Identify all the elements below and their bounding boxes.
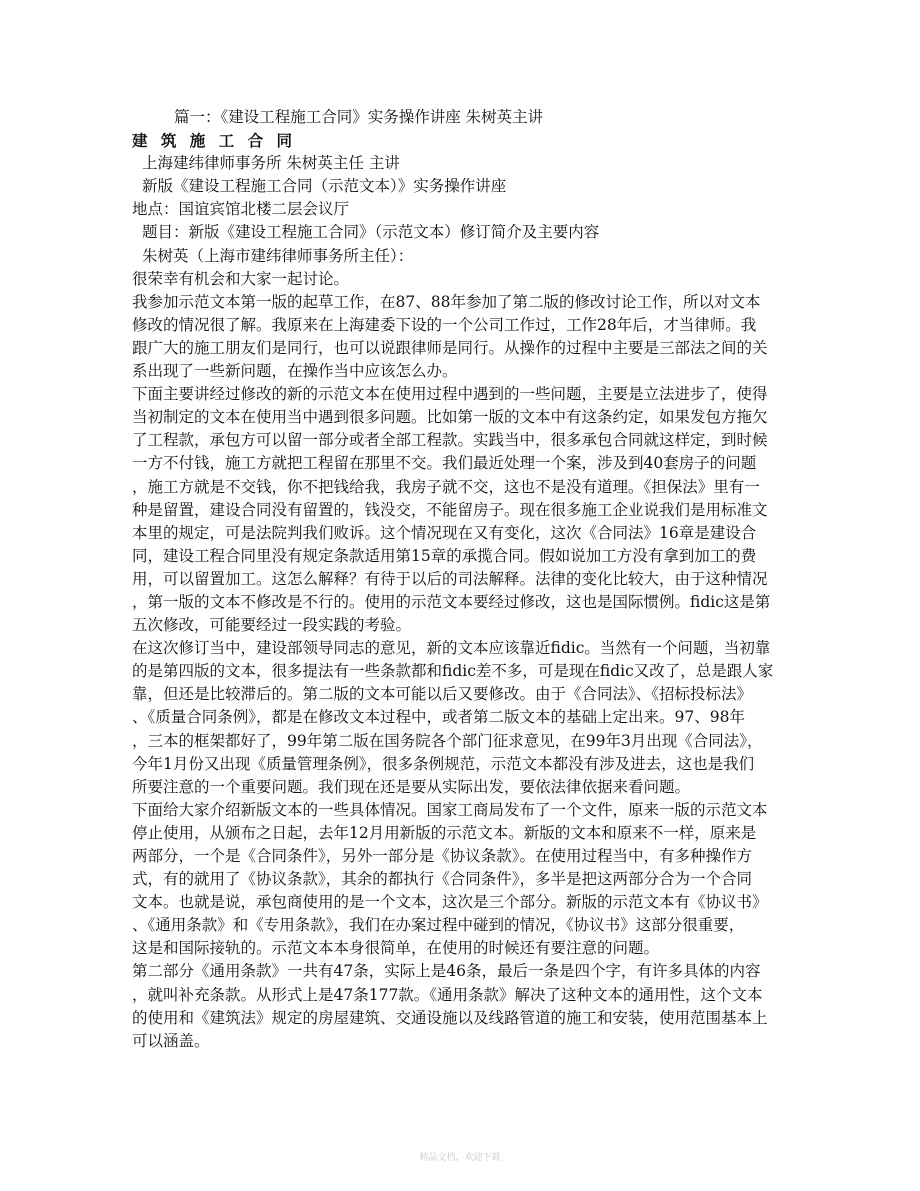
paragraph-line: 两部分，一个是《合同条件》，另外一部分是《协议条款》。在使用过程当中，有多种操作方 bbox=[132, 847, 753, 865]
paragraphs bbox=[132, 291, 796, 1053]
paragraph-line: 的使用和《建筑法》规定的房屋建筑、交通设施以及线路管道的施工和安装，使用范围基本上 bbox=[132, 1008, 768, 1027]
paragraph-line: 五次修改，可能要经过一段实践的考验。 bbox=[132, 616, 412, 635]
paragraph-line: 了工程款，承包方可以留一部分或者全部工程款。实践当中，很多承包合同就这样定，到时候 bbox=[132, 431, 768, 450]
paragraph-line: 在这次修订当中，建设部领导同志的意见，新的文本应该靠近fidic。当然有一个问题，当初靠 bbox=[132, 639, 771, 658]
paragraph-line: ，三本的框架都好了，99年第二版在国务院各个部门征求意见，在99年3月出现《合同法》， bbox=[132, 731, 763, 750]
paragraph-line: ，就叫补充条款。从形式上是47条177款。《通用条款》解决了这种文本的通用性，这个文本 bbox=[132, 985, 763, 1004]
speaker-intro-line: 朱树英（上海市建纬律师事务所主任）： bbox=[142, 246, 414, 265]
paragraph-line: 当初制定的文本在使用当中遇到很多问题。比如第一版的文本中有这条约定，如果发包方拖欠 bbox=[132, 408, 768, 427]
paragraph-line: 今年1月份又出现《质量管理条例》，很多条例规范，示范文本都没有涉及进去，这也是我们 bbox=[132, 754, 755, 773]
document-title: 篇一：《建设工程施工合同》实务操作讲座 朱树英主讲 bbox=[174, 108, 544, 126]
paragraph-line: 一方不付钱，施工方就把工程留在那里不交。我们最近处理一个案，涉及到40套房子的问题 bbox=[132, 454, 757, 473]
paragraph-line: 这是和国际接轨的。示范文本本身很简单，在使用的时候还有要注意的问题。 bbox=[132, 939, 660, 958]
location-line: 地点：国谊宾馆北楼二层会议厅 bbox=[132, 200, 350, 219]
paragraph-line: 同，建设工程合同里没有规定条款适用第15章的承揽合同。假如说加工方没有拿到加工的费 bbox=[132, 546, 757, 565]
paragraph-line: 的是第四版的文本，很多提法有一些条款都和fidic差不多，可是现在fidic又改了，总是跟人家 bbox=[132, 662, 774, 681]
paragraph-line: ，第一版的文本不修改是不行的。使用的示范文本要经过修改，这也是国际惯例。fidic这是第 bbox=[132, 592, 771, 611]
paragraph-line: 停止使用，从颁布之日起，去年12月用新版的示范文本。新版的文本和原来不一样，原来是 bbox=[132, 823, 757, 842]
contract-heading: 建 筑 施 工 合 同 bbox=[132, 131, 296, 151]
paragraph-line: 用，可以留置加工。这怎么解释？有待于以后的司法解释。法律的变化比较大，由于这种情况 bbox=[132, 569, 768, 588]
paragraph-line: 跟广大的施工朋友们是同行，也可以说跟律师是同行。从操作的过程中主要是三部法之间的关 bbox=[132, 338, 768, 357]
lecture-title-line: 新版《建设工程施工合同（示范文本）》实务操作讲座 bbox=[142, 177, 507, 196]
paragraph-line: ，施工方就是不交钱，你不把钱给我，我房子就不交，这也不是没有道理。《担保法》里有一 bbox=[132, 477, 760, 496]
speaker-line: 上海建纬律师事务所 朱树英主任 主讲 bbox=[142, 154, 400, 173]
paragraph-line: 种是留置，建设合同没有留置的，钱没交，不能留房子。现在很多施工企业说我们是用标准文 bbox=[132, 500, 768, 519]
greeting-line: 很荣幸有机会和大家一起讨论。 bbox=[132, 269, 350, 288]
paragraph-line: 、《通用条款》和《专用条款》，我们在办案过程中碰到的情况，《协议书》这部分很重要， bbox=[132, 916, 745, 935]
paragraph-line: 式，有的就用了《协议条款》，其余的都执行《合同条件》，多半是把这两部分合为一个合同 bbox=[132, 870, 753, 889]
paragraph-line: 下面给大家介绍新版文本的一些具体情况。国家工商局发布了一个文件，原来一版的示范文本 bbox=[132, 800, 768, 819]
paragraph-line: 第二部分《通用条款》一共有47条，实际上是46条，最后一条是四个字，有许多具体的内容 bbox=[132, 962, 761, 981]
paragraph-line: 所要注意的一个重要问题。我们现在还是要从实际出发，要依法律依据来看问题。 bbox=[132, 777, 691, 796]
footer-watermark: 精品文档，欢迎下载 bbox=[419, 1153, 501, 1163]
paragraph-line: 本里的规定，可是法院判我们败诉。这个情况现在又有变化，这次《合同法》16章是建设合 bbox=[132, 523, 757, 542]
paragraph-line: 系出现了一些新问题，在操作当中应该怎么办。 bbox=[132, 362, 458, 381]
paragraph-line: 靠，但还是比较滞后的。第二版的文本可能以后又要修改。由于《合同法》、《招标投标法》 bbox=[132, 685, 753, 704]
paragraph-line: 下面主要讲经过修改的新的示范文本在使用过程中遇到的一些问题，主要是立法进步了，使得 bbox=[132, 385, 768, 404]
paragraph-line: 、《质量合同条例》，都是在修改文本过程中，或者第二版文本的基础上定出来。97、98年 bbox=[132, 708, 745, 727]
paragraph-line: 修改的情况很了解。我原来在上海建委下设的一个公司工作过，工作28年后，才当律师。我 bbox=[132, 315, 757, 334]
paragraph-line: 我参加示范文本第一版的起草工作，在87、88年参加了第二版的修改讨论工作，所以对文本 bbox=[132, 292, 761, 311]
document-body bbox=[132, 106, 796, 1053]
paragraph-line: 文本。也就是说，承包商使用的是一个文本，这次是三个部分。新版的示范文本有《协议书》 bbox=[132, 893, 768, 912]
topic-line: 题目：新版《建设工程施工合同》（示范文本）修订简介及主要内容 bbox=[142, 223, 600, 242]
paragraph-line: 可以涵盖。 bbox=[132, 1031, 210, 1050]
